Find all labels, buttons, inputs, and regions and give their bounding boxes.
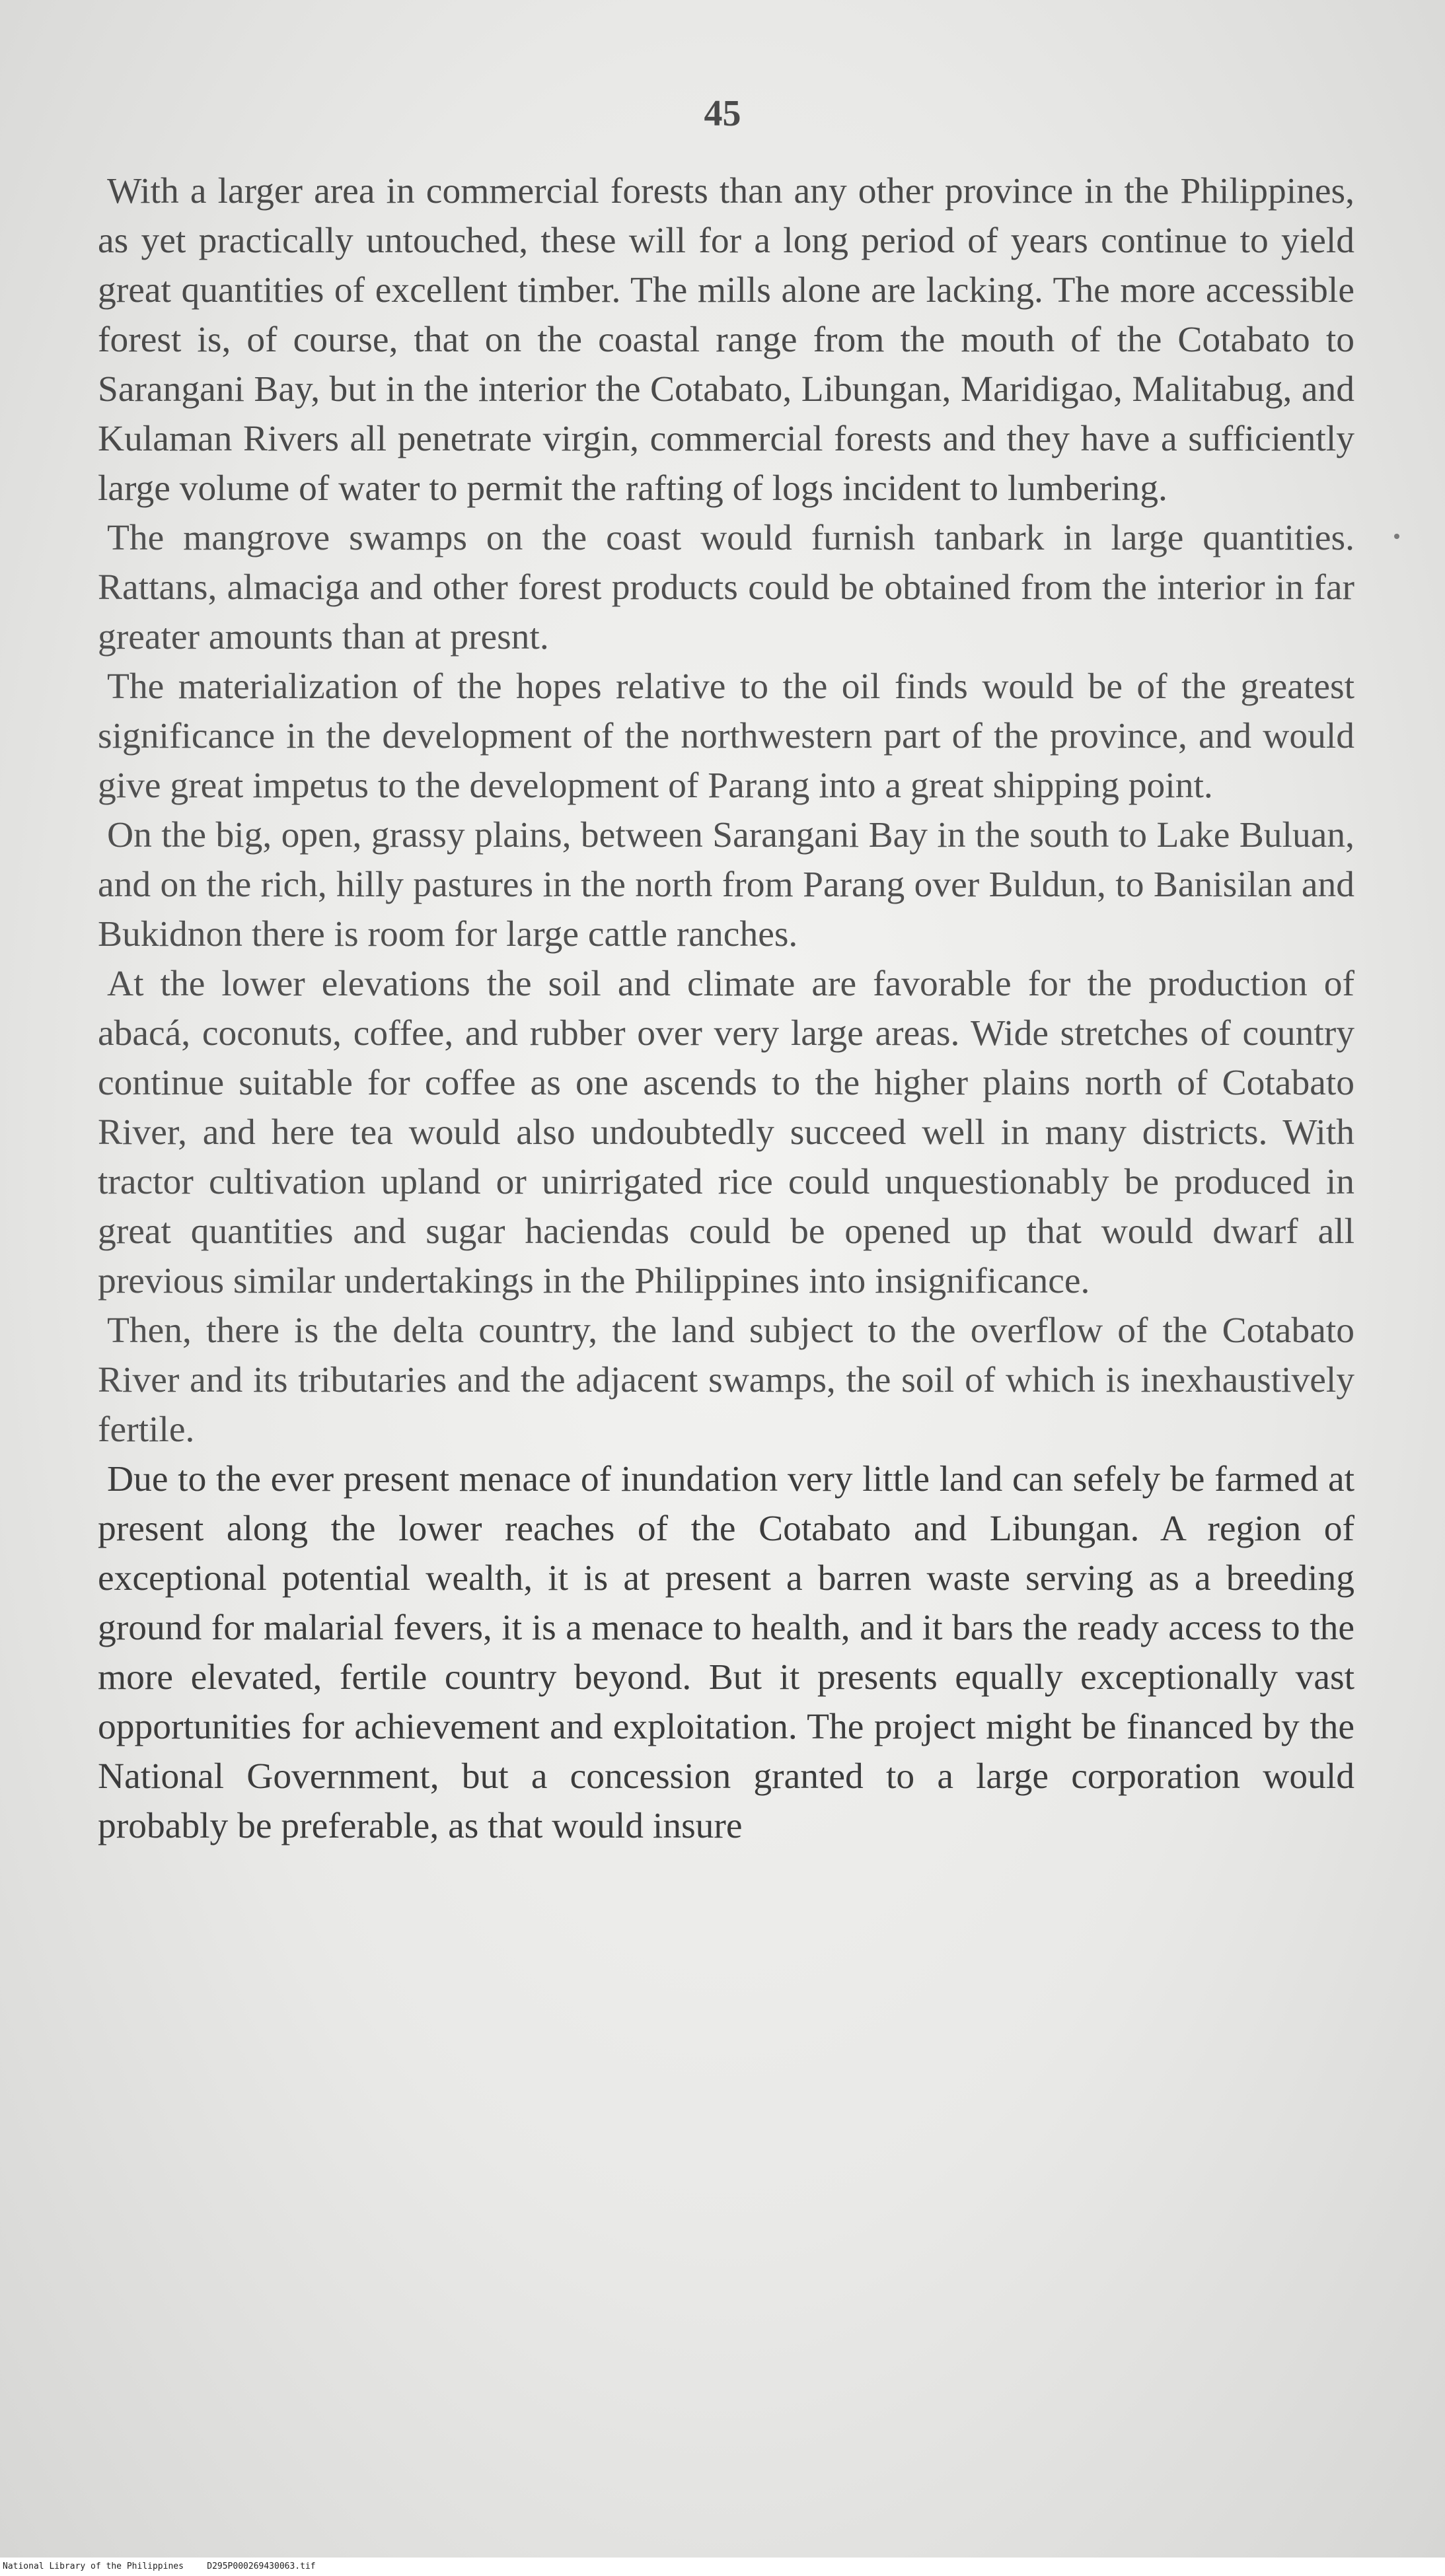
paragraph-delta-country: Then, there is the delta country, the land subject to the overflow of the Cotabato River and its tributaries and the adjacent swamps, the soil of which is inexhaustively fertile. [98, 1310, 1354, 1450]
paragraph-cattle-ranches: On the big, open, grassy plains, between Sarangani Bay in the south to Lake Buluan, and on the rich, hilly pastures in the north from Parang over Buldun, to Banisilan and Bukidnon there is room for large cattle ranches. [98, 815, 1354, 954]
paragraph-forests: With a larger area in commercial forests than any other province in the Philippines, as yet practically untouched, these will for a long period of years continue to yield great quantities of excellent timber. The mills alone are lacking. The more accessible forest is, of course, that on the coastal range from the mouth of the Cotabato to Sarangani Bay, but in the interior the Cotabato, Libungan, Maridigao, Malitabug, and Kulaman Rivers all penetrate virgin, commercial forests and they have a sufficiently large volume of water to permit the rafting of logs incident to lumbering. [98, 171, 1354, 509]
scan-footer [0, 2558, 1445, 2576]
paragraph-oil-finds: The materialization of the hopes relative to the oil finds would be of the greatest significance in the development of the northwestern part of the province, and would give great impetus to the development of Parang into a great shipping point. [98, 666, 1354, 806]
body-text [98, 166, 1354, 1851]
paragraph-agriculture: At the lower elevations the soil and climate are favorable for the production of abacá, coconuts, coffee, and rubber over very large areas. Wide stretches of country continue suitable for coffee as one ascends to the higher plains north of Cotabato River, and here tea would also undoubtedly succeed well in many districts. With tractor cultivation upland or unirrigated rice could unquestionably be produced in great quantities and sugar haciendas could be opened up that would dwarf all previous similar undertakings in the Philippines into insignificance. [98, 964, 1354, 1301]
footer-file: D295P00026943006З.tif [207, 2561, 316, 2571]
paragraph-mangrove: The mangrove swamps on the coast would furnish tanbark in large quantities. Rattans, almaciga and other forest products could be obtained from the interior in far greater amounts than at presnt. [98, 518, 1354, 657]
margin-speck [1394, 534, 1399, 539]
page-number: 45 [704, 93, 741, 134]
footer-source: National Library of the Philippines [3, 2561, 184, 2571]
paragraph-inundation: Due to the ever present menace of inundation very little land can sefely be farmed at present along the lower reaches of the Cotabato and Libungan. A region of exceptional potential wealth, it is at present a barren waste serving as a breeding ground for malarial fevers, it is a menace to health, and it bars the ready access to the more elevated, fertile country beyond. But it presents equally exceptionally vast opportunities for achievement and exploitation. The project might be financed by the National Government, but a concession granted to a large corporation would probably be preferable, as that would insure [98, 1459, 1354, 1846]
